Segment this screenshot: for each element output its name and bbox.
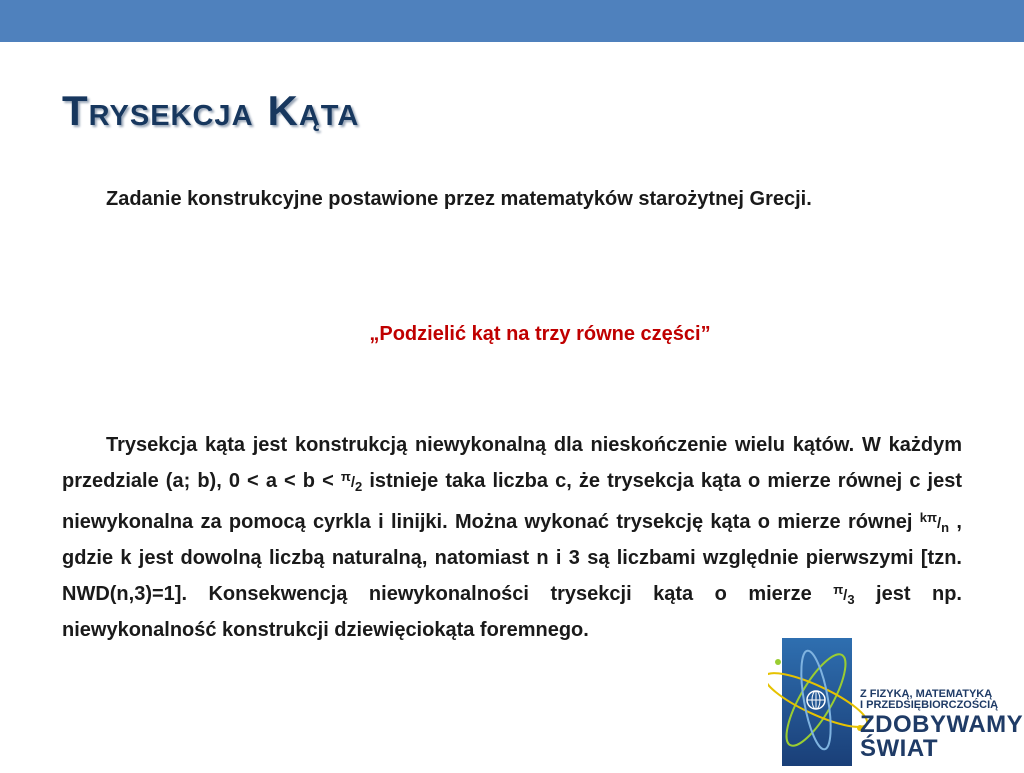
title-word-2: Kąta [267,87,360,134]
fraction-denominator: n [941,520,950,535]
body-text-3: , gdzie k jest dowolną liczbą naturalną, natomiast n i 3 są liczbami względnie pierwszymi [tzn. NWD(n,3)=1]. Konsekwencją niewykonalności trysekcji kąta o mierze [62,511,962,605]
intro-paragraph [62,184,962,215]
fraction-pi-over-2 [340,469,363,494]
fraction-numerator: π [340,469,351,484]
fraction-slash: / [843,587,848,604]
logo-line-4: ŚWIAT [860,735,939,762]
logo-line-3: ZDOBYWAMY [860,711,1024,738]
title-word-1: Trysekcja [62,87,254,134]
fraction-numerator: π [833,582,844,597]
fraction-pi-over-3 [833,582,855,607]
body-text-4: jest np. niewykonalność konstrukcji dziewięciokąta foremnego. [62,583,962,641]
fraction-denominator: 2 [355,479,363,494]
fraction-slash: / [936,515,942,532]
fraction-denominator: 3 [847,592,855,607]
fraction-slash: / [350,474,355,491]
quote-text: „Podzielić kąt na trzy równe części” [369,323,711,345]
body-paragraph [62,430,962,646]
body-text-2: istnieje taka liczba c, że trysekcja kąta o mierze równej c jest niewykonalna za pomocą cyrkla i linijki. Można wykonać trysekcję kąta o mierze równej [62,470,962,533]
intro-text: Zadanie konstrukcyjne postawione przez matematyków starożytnej Grecji. [106,188,812,210]
project-logo [768,628,1024,768]
slide-title [62,86,359,136]
fraction-numerator: kπ [919,510,937,525]
body-text-1: Trysekcja kąta jest konstrukcją niewykonalną dla nieskończenie wielu kątów. W każdym przedziale (a; b), 0 < a < b < [62,434,962,492]
top-accent-bar [0,0,1024,42]
logo-line-1: Z FIZYKĄ, MATEMATYKĄ [860,688,993,700]
logo-line-2: I PRZEDSIĘBIORCZOŚCIĄ [860,699,999,711]
fraction-kpi-over-n [919,510,950,535]
